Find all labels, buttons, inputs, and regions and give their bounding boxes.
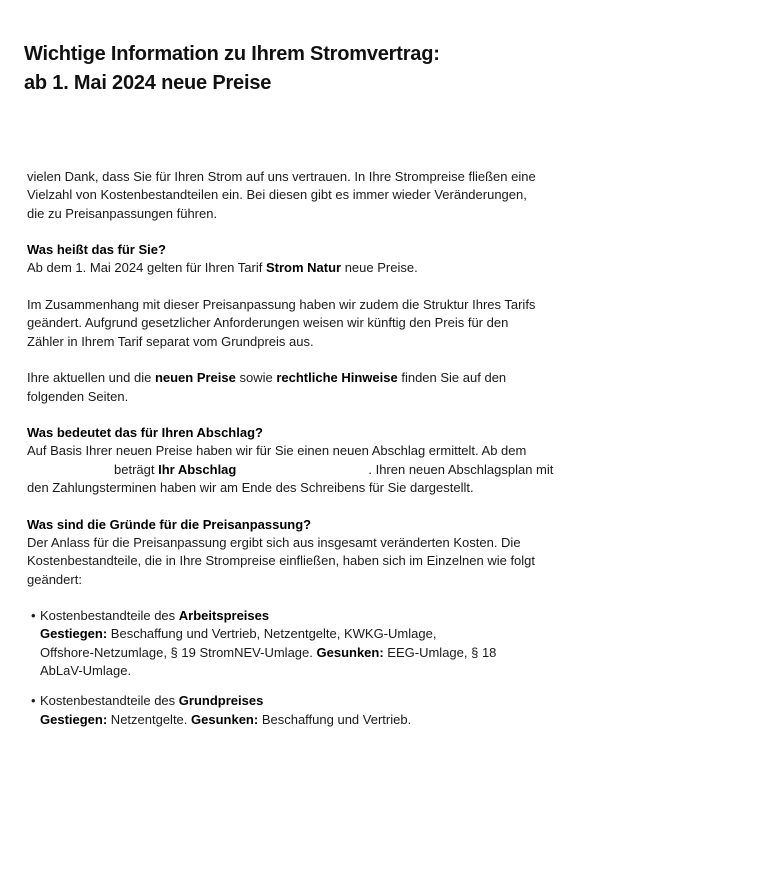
- lowered-text: Beschaffung und Vertrieb.: [258, 711, 412, 727]
- section-heading: Was heißt das für Sie?: [27, 242, 166, 258]
- raised-text: Offshore-Netzumlage, § 19 StromNEV-Umlage.: [40, 644, 317, 660]
- raised-label: Gestiegen:: [40, 626, 108, 642]
- reasons-line: geändert:: [27, 571, 82, 587]
- installment-paragraph: [27, 424, 587, 497]
- structure-line: Zähler in Ihrem Tarif separat vom Grundpreis aus.: [27, 333, 314, 349]
- list-item-line: [40, 711, 587, 729]
- legal-notes-emphasis: rechtliche Hinweise: [276, 370, 398, 386]
- letter-title: [24, 40, 440, 98]
- section-heading: Was sind die Gründe für die Preisanpassung?: [27, 516, 312, 532]
- structure-line: Im Zusammenhang mit dieser Preisanpassung haben wir zudem die Struktur Ihres Tarifs: [27, 297, 536, 313]
- list-item-intro: [40, 692, 587, 710]
- prices-line: folgenden Seiten.: [27, 388, 129, 404]
- lowered-text: EEG-Umlage, § 18: [383, 644, 497, 660]
- lowered-label: Gesunken:: [191, 711, 259, 727]
- cost-components-list: [27, 607, 587, 729]
- reasons-line: Kostenbestandteile, die in Ihre Strompreise einfließen, haben sich im Einzelnen wie folgt: [27, 553, 536, 569]
- intro-line: die zu Preisanpassungen führen.: [27, 205, 218, 221]
- intro-line: Vielzahl von Kostenbestandteilen ein. Bei diesen gibt es immer wieder Veränderungen,: [27, 187, 527, 203]
- tariff-text: Ab dem 1. Mai 2024 gelten für Ihren Tarif: [27, 260, 266, 276]
- bullet-icon: •: [31, 608, 36, 624]
- reasons-paragraph: [27, 516, 587, 589]
- letter-body: [27, 168, 587, 741]
- list-item-emphasis: Arbeitspreises: [178, 608, 270, 624]
- tariff-line: [27, 259, 587, 277]
- list-item: [27, 692, 587, 729]
- installment-emphasis: Ihr Abschlag: [158, 461, 237, 477]
- section-heading: Was bedeutet das für Ihren Abschlag?: [27, 425, 263, 441]
- bullet-icon: •: [31, 693, 36, 709]
- raised-label: Gestiegen:: [40, 711, 108, 727]
- intro-paragraph: [27, 168, 587, 223]
- list-item-line: [40, 625, 587, 643]
- structure-paragraph: [27, 296, 587, 351]
- tariff-name: Strom Natur: [265, 260, 342, 276]
- lowered-label: Gesunken:: [316, 644, 384, 660]
- installment-text: . Ihren neuen Abschlagsplan mit: [368, 461, 554, 477]
- title-line-2: ab 1. Mai 2024 neue Preise: [24, 72, 272, 94]
- list-item-line: [40, 644, 587, 662]
- prices-line: [27, 369, 587, 387]
- installment-line: Auf Basis Ihrer neuen Preise haben wir für Sie einen neuen Abschlag ermittelt. Ab dem: [27, 443, 527, 459]
- prices-text: finden Sie auf den: [397, 370, 507, 386]
- structure-line: geändert. Aufgrund gesetzlicher Anforderungen weisen wir künftig den Preis für den: [27, 315, 509, 331]
- title-line-1: Wichtige Information zu Ihrem Stromvertrag:: [24, 43, 440, 65]
- reasons-line: Der Anlass für die Preisanpassung ergibt sich aus insgesamt veränderten Kosten. Die: [27, 534, 521, 550]
- list-item-text: Kostenbestandteile des: [40, 693, 179, 709]
- new-prices-emphasis: neuen Preise: [154, 370, 236, 386]
- raised-text: Beschaffung und Vertrieb, Netzentgelte, KWKG-Umlage,: [107, 626, 437, 642]
- prices-text: sowie: [235, 370, 277, 386]
- list-item-line: AbLaV-Umlage.: [40, 663, 132, 679]
- installment-text: beträgt: [114, 461, 159, 477]
- tariff-text-end: neue Preise.: [341, 260, 418, 276]
- prices-paragraph: [27, 369, 587, 406]
- list-item-text: Kostenbestandteile des: [40, 608, 179, 624]
- raised-text: Netzentgelte.: [107, 711, 192, 727]
- list-item-emphasis: Grundpreises: [178, 693, 264, 709]
- installment-line: den Zahlungsterminen haben wir am Ende des Schreibens für Sie dargestellt.: [27, 480, 474, 496]
- intro-line: vielen Dank, dass Sie für Ihren Strom auf uns vertrauen. In Ihre Strompreise fließen eine: [27, 169, 536, 184]
- installment-line: [27, 461, 587, 479]
- list-item: [27, 607, 587, 680]
- prices-text: Ihre aktuellen und die: [27, 370, 155, 386]
- tariff-paragraph: [27, 241, 587, 278]
- list-item-intro: [40, 607, 587, 625]
